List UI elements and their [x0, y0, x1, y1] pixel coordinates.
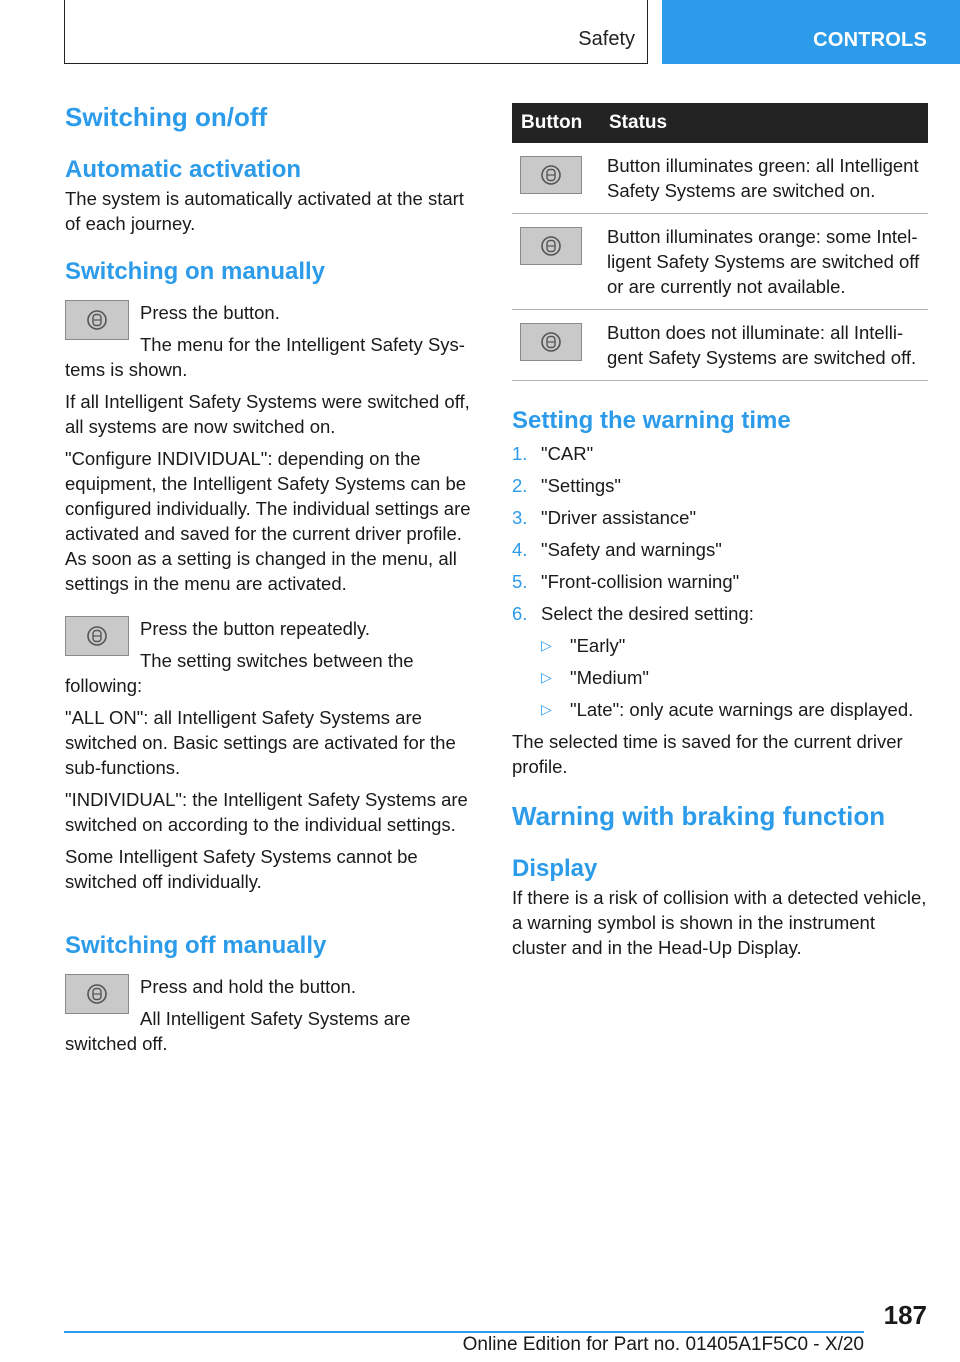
- warning-time-options: [512, 633, 928, 722]
- manual-on-p3: If all Intelligent Safety Systems were switched off, all systems are now switched on.: [65, 391, 470, 437]
- manual-off-p1: Press and hold the button.: [140, 976, 356, 997]
- auto-text: The system is automatically activated at the start of each journey.: [65, 188, 464, 234]
- list-item: ▷ "Early": [541, 635, 626, 656]
- table-row: [512, 214, 928, 310]
- list-item: 1. "CAR": [512, 443, 594, 464]
- list-item: ▷ "Medium": [541, 667, 649, 688]
- manual-on-p1: Press the button.: [140, 302, 280, 323]
- header-section: Safety: [578, 28, 635, 50]
- manual-on-p2: The menu for the Intelligent Safety Systems is shown.: [65, 334, 465, 380]
- manual-on-p4: "Configure INDIVIDUAL": depending on the equipment, the Intelligent Safety Systems can be configured individually. The individual settings are activated and saved for the current driver profile. As soon as a setting is changed in the menu, all settings in the menu are activated.: [65, 448, 471, 594]
- triangle-bullet-icon: ▷: [541, 669, 552, 685]
- list-item: 6. Select the desired setting:: [512, 603, 754, 624]
- safety-button-icon: [65, 974, 129, 1014]
- header-box: [64, 0, 648, 64]
- list-item: 5. "Front-collision warning": [512, 571, 740, 592]
- safety-button-icon: [520, 323, 582, 361]
- table-cell-status: Button does not illuminate: all Intelligent Safety Systems are switched off.: [607, 310, 928, 381]
- triangle-bullet-icon: ▷: [541, 637, 552, 653]
- warning-time-steps: [512, 441, 928, 626]
- warning-time-heading: Setting the warning time: [512, 407, 791, 434]
- manual-off-p2: All Intelligent Safety Systems are switched off.: [65, 1008, 411, 1054]
- auto-heading: Automatic activation: [65, 156, 302, 183]
- page-number: 187: [883, 1300, 927, 1330]
- repeat-p4: "INDIVIDUAL": the Intelligent Safety Systems are switched on according to the individual settings.: [65, 789, 468, 835]
- status-table: [512, 103, 928, 381]
- table-header-button: Button: [512, 103, 607, 143]
- footer-rule: [64, 1331, 864, 1333]
- header-chapter-tab: [662, 0, 960, 64]
- repeat-p1: Press the button repeatedly.: [140, 618, 371, 639]
- repeat-p2: The setting switches between the following:: [65, 650, 414, 696]
- display-heading: Display: [512, 855, 598, 882]
- table-header-status: Status: [607, 103, 928, 143]
- safety-button-icon: [65, 300, 129, 340]
- repeat-p5: Some Intelligent Safety Systems cannot be switched off individually.: [65, 846, 418, 892]
- repeat-block: [65, 616, 481, 698]
- manual-on-heading: Switching on manually: [65, 258, 326, 285]
- table-row: [512, 143, 928, 214]
- table-cell-status: Button illuminates green: all Intelligent Safety Systems are switched on.: [607, 143, 928, 214]
- safety-button-icon: [520, 156, 582, 194]
- table-row: [512, 310, 928, 381]
- list-item: ▷ "Late": only acute warnings are displayed.: [541, 699, 914, 720]
- list-item: 4. "Safety and warnings": [512, 539, 722, 560]
- braking-title: Warning with braking function: [512, 801, 886, 831]
- edition-text: Online Edition for Part no. 01405A1F5C0 - X/20: [462, 1334, 864, 1355]
- safety-button-icon: [520, 227, 582, 265]
- display-text: If there is a risk of collision with a detected vehicle, a warning symbol is shown in the instrument cluster and in the Head-Up Display.: [512, 887, 927, 958]
- safety-button-icon: [65, 616, 129, 656]
- manual-on-block: [65, 300, 481, 382]
- right-column: [512, 103, 928, 960]
- header-chapter: CONTROLS: [813, 29, 927, 51]
- repeat-p3: "ALL ON": all Intelligent Safety Systems are switched on. Basic settings are activated for the sub-functions.: [65, 707, 456, 778]
- warning-time-after: The selected time is saved for the current driver profile.: [512, 731, 903, 777]
- manual-off-heading: Switching off manually: [65, 932, 327, 959]
- triangle-bullet-icon: ▷: [541, 701, 552, 717]
- list-item: 2. "Settings": [512, 475, 621, 496]
- section-title: Switching on/off: [65, 102, 268, 132]
- list-item: 3. "Driver assistance": [512, 507, 697, 528]
- table-cell-status: Button illuminates orange: some Intelligent Safety Systems are switched off or are currently not available.: [607, 214, 928, 310]
- left-column: [65, 100, 481, 1056]
- manual-off-block: [65, 974, 481, 1056]
